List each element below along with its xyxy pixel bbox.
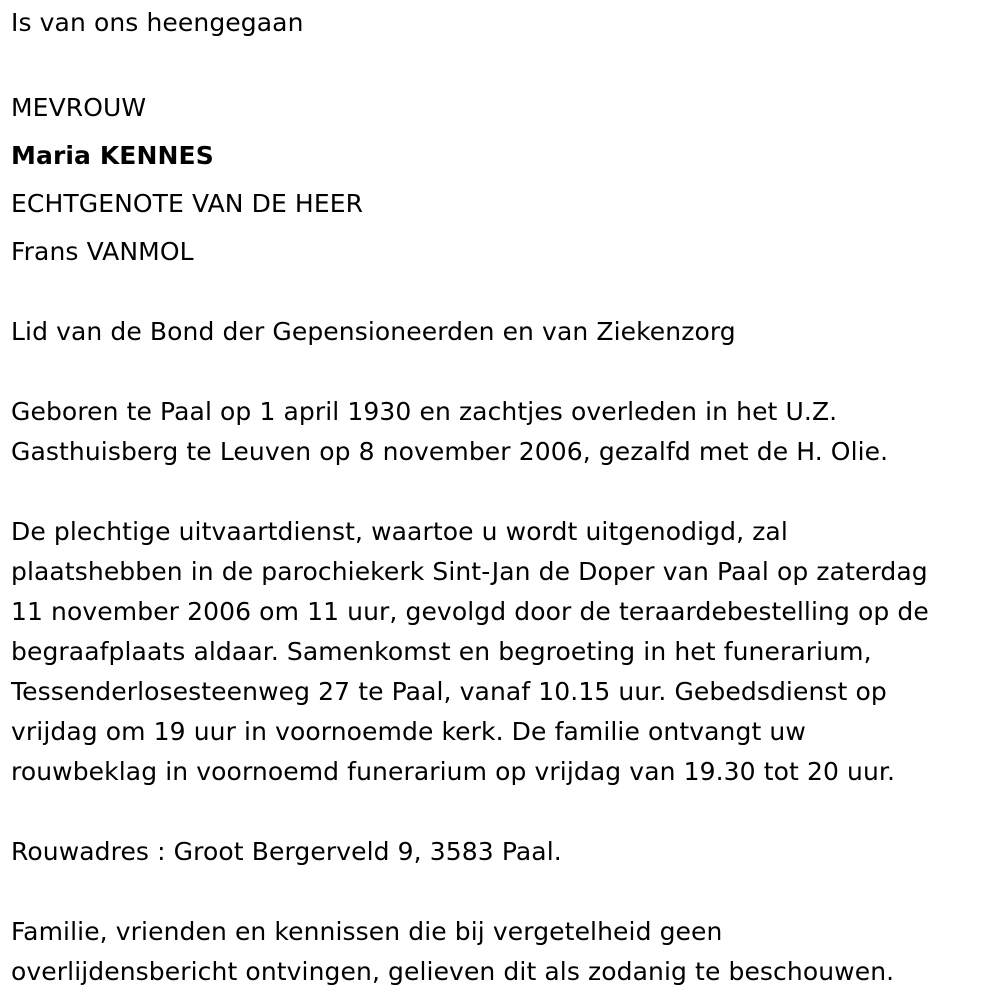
paragraph-line: begraafplaats aldaar. Samenkomst en begroeting in het funerarium, xyxy=(11,637,872,666)
paragraph-line: 11 november 2006 om 11 uur, gevolgd door de teraardebestelling op de xyxy=(11,597,929,626)
paragraph-line: plaatshebben in de parochiekerk Sint-Jan de Doper van Paal op zaterdag xyxy=(11,557,928,586)
mourning-address: Rouwadres : Groot Bergerveld 9, 3583 Paal. xyxy=(11,837,562,866)
title-prefix: MEVROUW xyxy=(11,93,147,122)
closing-paragraph xyxy=(11,912,1000,992)
paragraph-line: Geboren te Paal op 1 april 1930 en zachtjes overleden in het U.Z. xyxy=(11,397,838,426)
membership-line: Lid van de Bond der Gepensioneerden en van Ziekenzorg xyxy=(11,317,736,346)
relation-line: ECHTGENOTE VAN DE HEER xyxy=(11,189,364,218)
birth-death-paragraph xyxy=(11,392,1000,472)
paragraph-line: Familie, vrienden en kennissen die bij vergetelheid geen xyxy=(11,917,723,946)
spouse-name: Frans VANMOL xyxy=(11,237,194,266)
paragraph-line: De plechtige uitvaartdienst, waartoe u wordt uitgenodigd, zal xyxy=(11,517,788,546)
paragraph-line: Tessenderlosesteenweg 27 te Paal, vanaf 10.15 uur. Gebedsdienst op xyxy=(11,677,887,706)
paragraph-line: vrijdag om 19 uur in voornoemde kerk. De familie ontvangt uw xyxy=(11,717,806,746)
paragraph-line: Gasthuisberg te Leuven op 8 november 2006, gezalfd met de H. Olie. xyxy=(11,437,889,466)
name-block xyxy=(11,84,1000,276)
paragraph-line: overlijdensbericht ontvingen, gelieven dit als zodanig te beschouwen. xyxy=(11,957,895,986)
service-paragraph xyxy=(11,512,1000,792)
paragraph-line: rouwbeklag in voornoemd funerarium op vrijdag van 19.30 tot 20 uur. xyxy=(11,757,896,786)
intro-line: Is van ons heengegaan xyxy=(11,8,304,37)
deceased-name: Maria KENNES xyxy=(11,141,214,170)
